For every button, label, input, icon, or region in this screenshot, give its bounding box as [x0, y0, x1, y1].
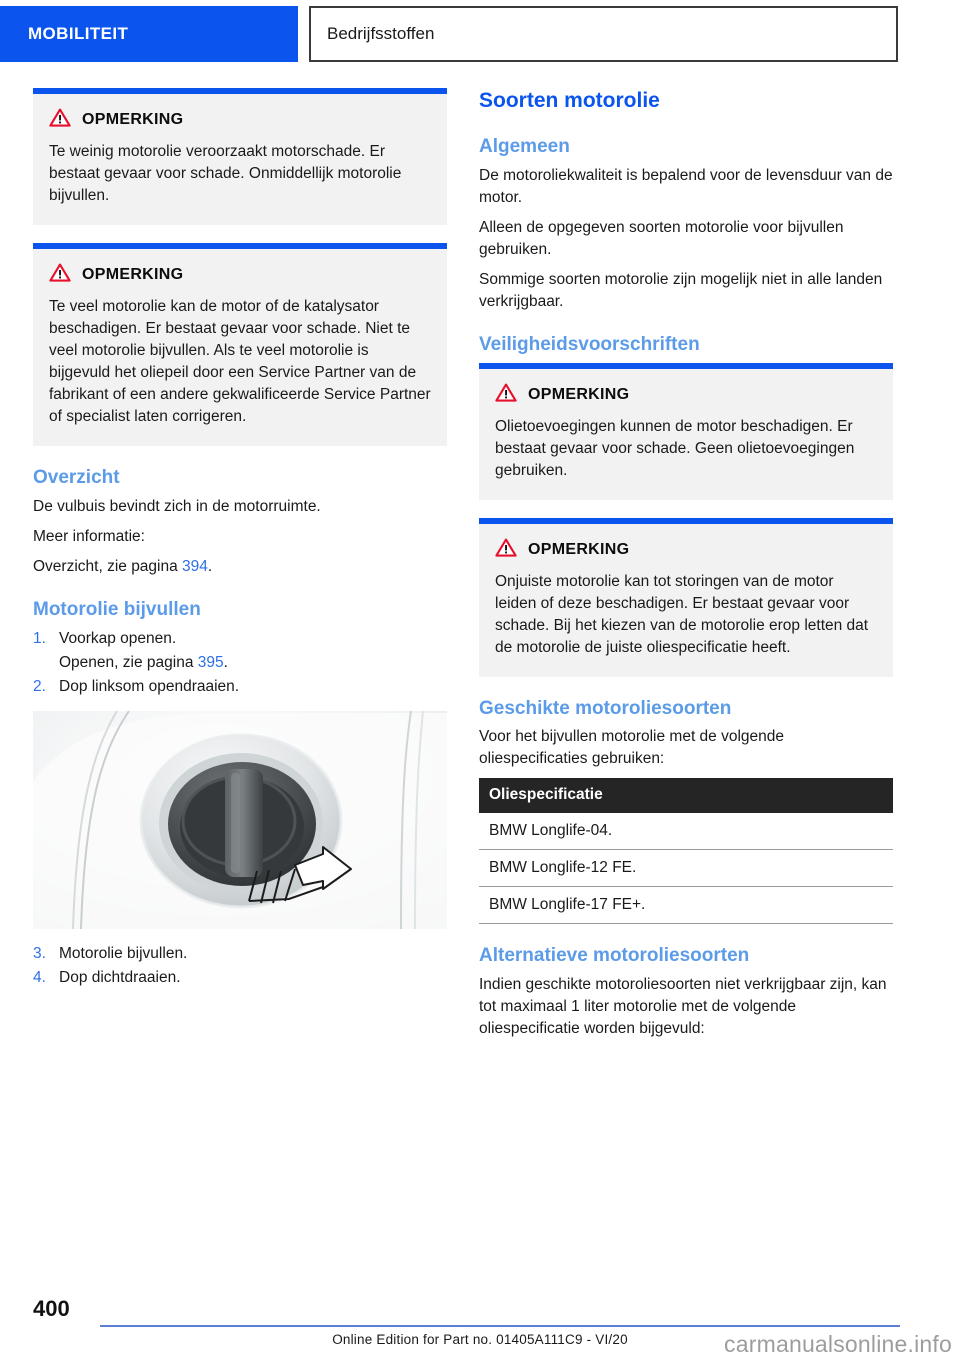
- step-number: 4.: [33, 969, 46, 987]
- overzicht-ref-prefix: Overzicht, zie pagina: [33, 557, 183, 575]
- heading-alternatieve-motoroliesoorten: Alternatieve motoroliesoorten: [479, 945, 750, 967]
- list-item: [33, 967, 447, 989]
- step-1-sub-suffix: .: [223, 653, 228, 671]
- warning-triangle-icon: [495, 538, 517, 562]
- watermark: carmanualsonline.info: [724, 1331, 952, 1357]
- step-number: 2.: [33, 678, 46, 696]
- table-row: [479, 850, 893, 887]
- step-number: 3.: [33, 944, 46, 962]
- edition-notice: Online Edition for Part no. 01405A111C9 - VI/20: [332, 1332, 628, 1347]
- heading-overzicht: Overzicht: [33, 467, 120, 488]
- warning-header: [495, 383, 877, 407]
- warning-text: Te weinig motorolie veroorzaakt motorschade. Er bestaat gevaar voor schade. Onmiddellijk motorolie bijvullen.: [49, 143, 402, 204]
- heading-geschikte-motoroliesoorten: Geschikte motoroliesoorten: [479, 697, 732, 719]
- table-row: [479, 887, 893, 924]
- step-1-sub-prefix: Openen, zie pagina: [59, 653, 198, 671]
- right-column: [479, 88, 893, 1048]
- list-item: [33, 676, 447, 698]
- steps-list-top: [33, 628, 447, 650]
- step-text: Dop linksom opendraaien.: [59, 678, 240, 696]
- list-item: [33, 943, 447, 965]
- overzicht-ref-page[interactable]: 394: [182, 557, 208, 575]
- warning-header: [495, 538, 877, 562]
- page-header: [0, 6, 960, 62]
- warning-triangle-icon: [495, 383, 517, 407]
- warning-header: [49, 263, 431, 287]
- list-item: [33, 628, 447, 650]
- oil-specification-table: [479, 778, 893, 924]
- alternatieve-text: Indien geschikte motoroliesoorten niet verkrijgbaar zijn, kan tot maximaal 1 liter motorolie met de volgende oliespecificatie worden bijgevuld:: [479, 976, 887, 1038]
- step-text: Voorkap openen.: [59, 629, 177, 647]
- warning-box-wrong-oil: [479, 518, 893, 677]
- algemeen-para-1: De motoroliekwaliteit is bepalend voor de levensduur van de motor.: [479, 166, 893, 206]
- step-text: Motorolie bijvullen.: [59, 944, 188, 962]
- steps-list-bottom: [33, 943, 447, 990]
- overzicht-reference: [33, 556, 447, 578]
- page-title: Soorten motorolie: [479, 89, 660, 112]
- warning-triangle-icon: [49, 263, 71, 287]
- table-body: [479, 813, 893, 924]
- page-footer: [0, 1282, 960, 1362]
- overzicht-para-2: Meer informatie:: [33, 527, 145, 545]
- table-cell-spec: BMW Longlife-17 FE+.: [479, 887, 893, 924]
- warning-box-too-much-oil: [33, 243, 447, 446]
- overzicht-para-1: De vulbuis bevindt zich in de motorruimte.: [33, 497, 321, 515]
- steps-list-second: [33, 676, 447, 698]
- heading-algemeen: Algemeen: [479, 136, 570, 158]
- warning-text: Olietoevoegingen kunnen de motor beschadigen. Er bestaat gevaar voor schade. Geen olietoevoegingen gebruiken.: [495, 417, 855, 479]
- heading-veiligheidsvoorschriften: Veiligheidsvoorschriften: [479, 333, 700, 355]
- warning-header: [49, 108, 431, 132]
- warning-text: Onjuiste motorolie kan tot storingen van de motor leiden of deze beschadigen. Er bestaat gevaar voor schade. Bij het kiezen van de motorolie erop letten dat de motorolie de juiste oliespecificatie heeft.: [495, 572, 869, 656]
- warning-title: OPMERKING: [82, 266, 184, 283]
- page-number: 400: [33, 1296, 70, 1321]
- warning-box-low-oil: [33, 88, 447, 225]
- oil-filler-cap-illustration: [33, 711, 447, 929]
- warning-triangle-icon: [49, 108, 71, 132]
- chapter-tab[interactable]: [0, 6, 298, 62]
- heading-motorolie-bijvullen: Motorolie bijvullen: [33, 598, 201, 620]
- section-tab[interactable]: [309, 6, 898, 62]
- algemeen-para-2: Alleen de opgegeven soorten motorolie voor bijvullen gebruiken.: [479, 218, 844, 258]
- section-tab-label: Bedrijfsstoffen: [327, 24, 435, 43]
- warning-title: OPMERKING: [528, 385, 630, 403]
- algemeen-para-3: Sommige soorten motorolie zijn mogelijk niet in alle landen verkrijgbaar.: [479, 270, 883, 310]
- footer-divider: [100, 1325, 900, 1327]
- column-header-oliespecificatie: Oliespecificatie: [479, 778, 893, 813]
- geschikte-intro: Voor het bijvullen motorolie met de volgende oliespecificaties gebruiken:: [479, 728, 785, 768]
- table-row: [479, 813, 893, 850]
- overzicht-ref-suffix: .: [207, 557, 213, 575]
- table-header-row: [479, 778, 893, 813]
- warning-title: OPMERKING: [82, 111, 184, 128]
- table-cell-spec: BMW Longlife-04.: [479, 813, 893, 850]
- table-cell-spec: BMW Longlife-12 FE.: [479, 850, 893, 887]
- chapter-tab-label: MOBILITEIT: [28, 24, 129, 43]
- left-column: [33, 88, 447, 992]
- step-number: 1.: [33, 629, 46, 647]
- warning-title: OPMERKING: [528, 540, 630, 558]
- warning-text: Te veel motorolie kan de motor of de katalysator beschadigen. Er bestaat gevaar voor schade. Niet te veel motorolie bijvullen. Als te veel motorolie is bijgevuld het oliepeil door een Service Partner van de fabrikant of een andere gekwalificeerde Service Partner of specialist laten corrigeren.: [49, 298, 431, 425]
- step-text: Dop dichtdraaien.: [59, 969, 181, 987]
- step-1-sub-page[interactable]: 395: [197, 653, 224, 671]
- table-head: [479, 778, 893, 813]
- warning-box-additives: [479, 363, 893, 500]
- step-1-subreference: [59, 652, 447, 674]
